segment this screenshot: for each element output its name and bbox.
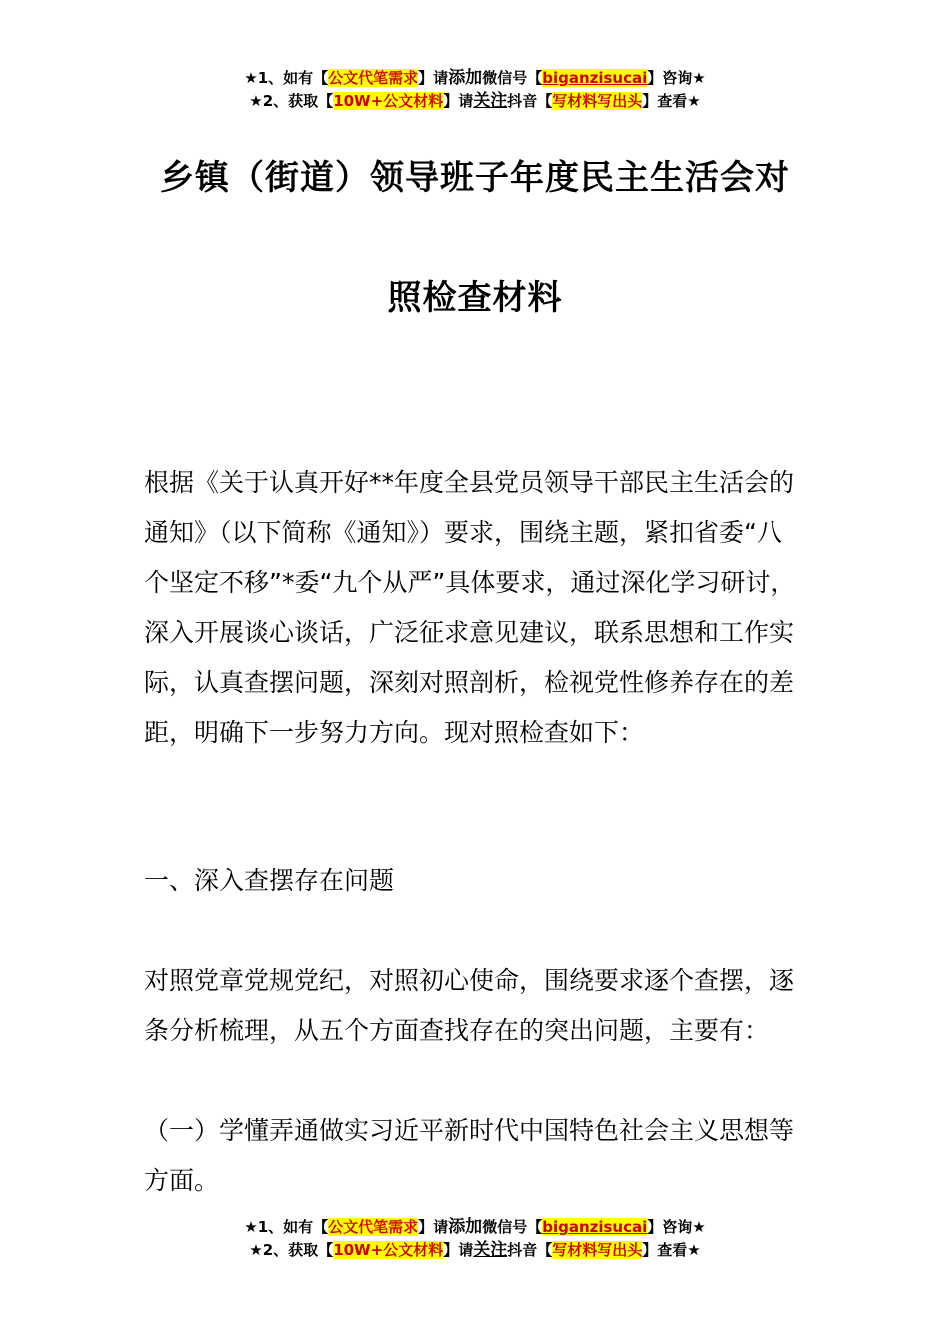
body-paragraph: 对照党章党规党纪，对照初心使命，围绕要求逐个查摆，逐条分析梳理，从五个方面查找存在的突出问题，主要有： <box>144 966 795 1045</box>
highlight-douyin[interactable]: 写材料写出头 <box>552 1241 643 1259</box>
highlight-ghostwriting: 公文代笔需求 <box>328 1218 419 1236</box>
highlight-wechat-id[interactable]: biganzisucai <box>542 1218 648 1236</box>
intro-paragraph: 根据《关于认真开好**年度全县党员领导干部民主生活会的通知》（以下简称《通知》）要求，围绕主题，紧扣省委“八个坚定不移”*委“九个从严”具体要求，通过深化学习研讨，深入开展谈心谈话，广泛征求意见建议，联系思想和工作实际，认真查摆问题，深刻对照剖析，检视党性修养存在的差距，明确下一步努力方向。现对照检查如下： <box>144 468 796 747</box>
banner-line-2: ★2、获取【10W+公文材料】请关注抖音【写材料写出头】查看★ <box>249 91 701 111</box>
banner-line-1: ★1、如有【公文代笔需求】请添加微信号【biganzisucai】咨询★ <box>244 68 706 88</box>
banner-line-1: ★1、如有【公文代笔需求】请添加微信号【biganzisucai】咨询★ <box>244 1217 706 1237</box>
highlight-materials: 10W+公文材料 <box>333 92 444 110</box>
banner-line-2: ★2、获取【10W+公文材料】请关注抖音【写材料写出头】查看★ <box>249 1240 701 1260</box>
document-title-line-2: 照检查材料 <box>387 278 563 318</box>
highlight-wechat-id[interactable]: biganzisucai <box>542 69 648 87</box>
highlight-douyin[interactable]: 写材料写出头 <box>552 92 643 110</box>
document-title-line-1: 乡镇（街道）领导班子年度民主生活会对 <box>160 158 790 198</box>
highlight-materials: 10W+公文材料 <box>333 1241 444 1259</box>
highlight-ghostwriting: 公文代笔需求 <box>328 69 419 87</box>
subsection-heading: （一）学懂弄通做实习近平新时代中国特色社会主义思想等方面。 <box>144 1116 795 1195</box>
section-heading: 一、深入查摆存在问题 <box>144 866 395 895</box>
footer-banner <box>0 1216 950 1262</box>
header-banner <box>0 67 950 113</box>
